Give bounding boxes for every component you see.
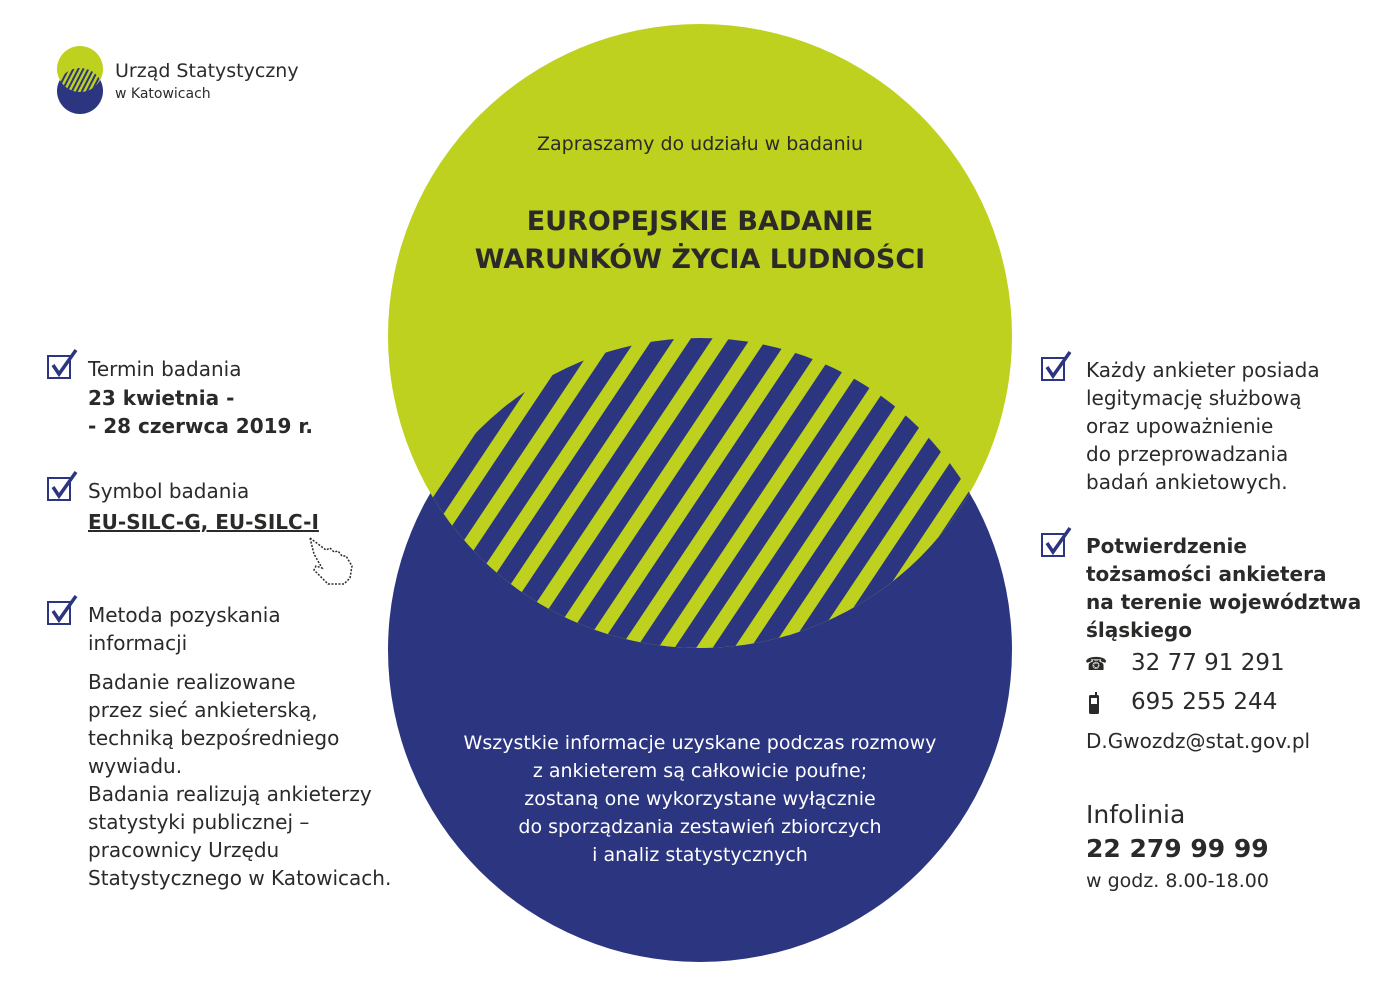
id-card-line: badań ankietowych. <box>1086 470 1288 494</box>
id-card-line: oraz upoważnienie <box>1086 414 1274 438</box>
method-label-line2: informacji <box>88 631 188 655</box>
confidentiality-line: z ankieterem są całkowicie poufne; <box>532 760 868 782</box>
infoline-number[interactable]: 22 279 99 99 <box>1086 834 1269 863</box>
intro-text: Zapraszamy do udziału w badaniu <box>536 133 864 155</box>
survey-title-line2: WARUNKÓW ŻYCIA LUDNOŚCI <box>474 244 926 275</box>
term-label: Termin badania <box>88 357 242 381</box>
verify-line: tożsamości ankietera <box>1086 562 1327 586</box>
symbol-label: Symbol badania <box>88 479 250 503</box>
checkbox-check-icon <box>1040 350 1072 382</box>
phone-number[interactable]: 32 77 91 291 <box>1131 650 1285 676</box>
hand-pointer-icon <box>304 532 362 588</box>
method-desc-line: Badanie realizowane <box>88 670 296 694</box>
id-card-line: do przeprowadzania <box>1086 442 1289 466</box>
term-date-start: 23 kwietnia - <box>88 386 235 410</box>
infoline-hours: w godz. 8.00-18.00 <box>1086 870 1269 892</box>
verify-line: Potwierdzenie <box>1086 534 1247 558</box>
method-desc-line: przez sieć ankieterską, <box>88 698 318 722</box>
infoline-label: Infolinia <box>1086 800 1186 829</box>
symbol-value: EU-SILC-G, EU-SILC-I <box>88 510 319 534</box>
telephone-icon: ☎ <box>1085 654 1108 675</box>
method-description <box>88 668 391 892</box>
survey-title-line1: EUROPEJSKIE BADANIE <box>526 206 874 237</box>
confidentiality-line: do sporządzania zestawień zbiorczych <box>518 816 882 838</box>
id-card-line: Każdy ankieter posiada <box>1086 358 1320 382</box>
verify-heading <box>1086 532 1361 644</box>
logo-subtitle: w Katowicach <box>115 86 211 102</box>
checkbox-check-icon <box>46 348 78 380</box>
checkbox-check-icon <box>1040 526 1072 558</box>
checkbox-check-icon <box>46 470 78 502</box>
survey-title <box>400 203 1000 279</box>
method-desc-line: Statystycznego w Katowicach. <box>88 866 392 890</box>
email-address[interactable]: D.Gwozdz@stat.gov.pl <box>1086 729 1311 753</box>
id-card-line: legitymację służbową <box>1086 386 1302 410</box>
confidentiality-line: i analiz statystycznych <box>592 844 808 866</box>
verify-line: na terenie województwa <box>1086 590 1362 614</box>
mobile-phone-icon <box>1087 692 1101 716</box>
confidentiality-line: Wszystkie informacje uzyskane podczas rozmowy <box>463 732 937 754</box>
method-desc-line: pracownicy Urzędu <box>88 838 280 862</box>
method-label-line1: Metoda pozyskania <box>88 603 281 627</box>
method-desc-line: Badania realizują ankieterzy <box>88 782 372 806</box>
method-desc-line: statystyki publicznej – <box>88 810 310 834</box>
logo-title: Urząd Statystyczny <box>115 60 299 82</box>
confidentiality-line: zostaną one wykorzystane wyłącznie <box>524 788 876 810</box>
mobile-number[interactable]: 695 255 244 <box>1131 689 1278 715</box>
checkbox-check-icon <box>46 594 78 626</box>
verify-line: śląskiego <box>1086 618 1192 642</box>
method-desc-line: techniką bezpośredniego <box>88 726 340 750</box>
id-card-text <box>1086 356 1320 496</box>
method-desc-line: wywiadu. <box>88 754 183 778</box>
term-date-end: - 28 czerwca 2019 r. <box>88 414 314 438</box>
confidentiality-text <box>400 729 1000 869</box>
